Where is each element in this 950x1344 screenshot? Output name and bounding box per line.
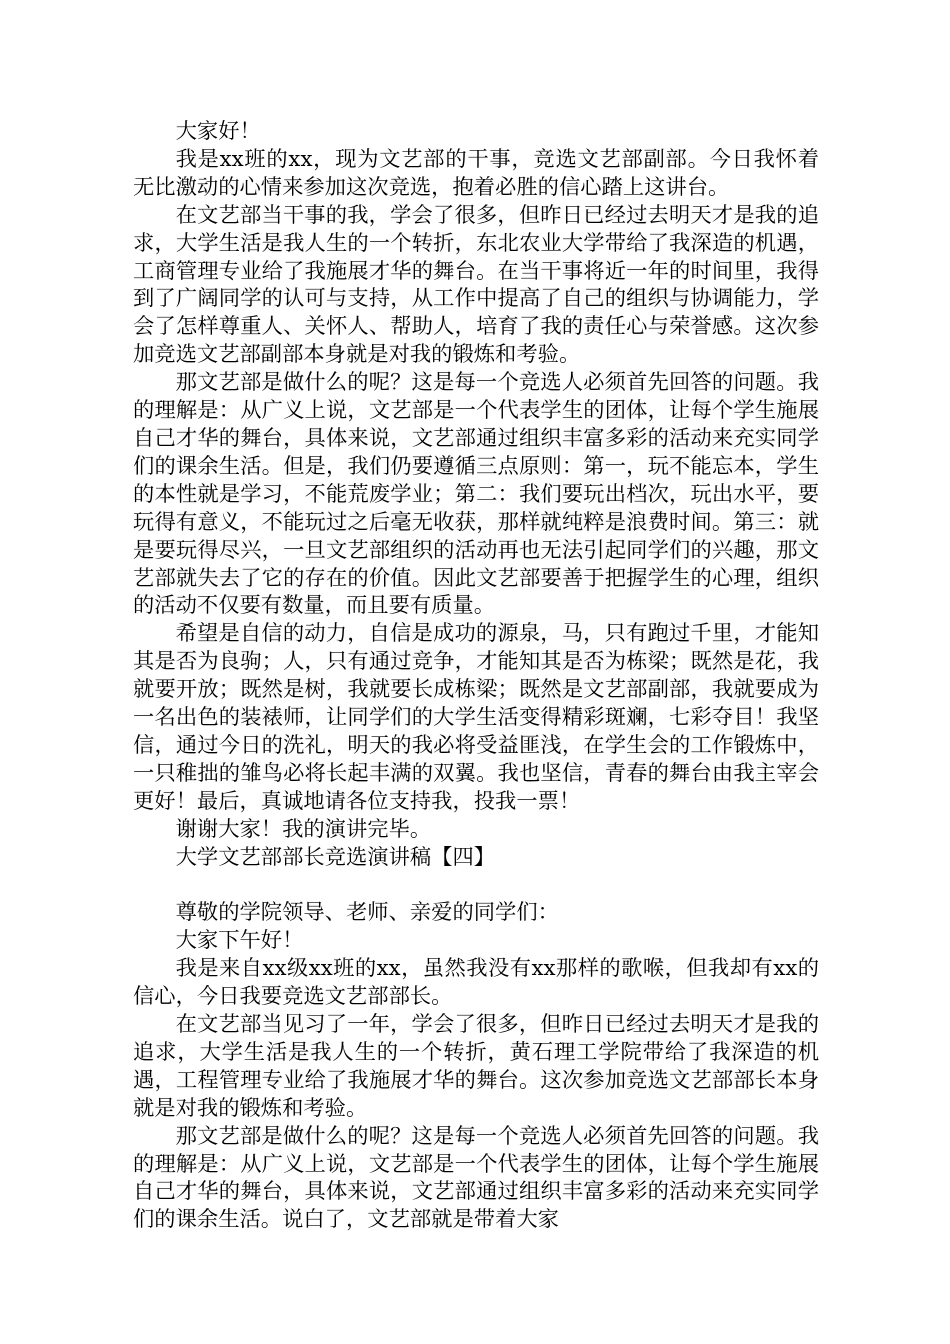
role-paragraph-2: 那文艺部是做什么的呢？这是每一个竞选人必须首先回答的问题。我的理解是：从广义上说，文艺部是一个代表学生的团体，让每个学生施展自己才华的舞台，具体来说，文艺部通过组织丰富多彩的活动来充实同学们的课余生活。说白了，文艺部就是带着大家 xyxy=(133,1123,819,1233)
section-heading: 大学文艺部部长竞选演讲稿【四】 xyxy=(175,844,496,870)
role-paragraph: 那文艺部是做什么的呢？这是每一个竞选人必须首先回答的问题。我的理解是：从广义上说，文艺部是一个代表学生的团体，让每个学生施展自己才华的舞台，具体来说，文艺部通过组织丰富多彩的活动来充实同学们的课余生活。但是，我们仍要遵循三点原则：第一，玩不能忘本，学生的本性就是学习，不能荒废学业；第二：我们要玩出档次，玩出水平，要玩得有意义，不能玩过之后毫无收获，那样就纯粹是浪费时间。第三：就是要玩得尽兴，一旦文艺部组织的活动再也无法引起同学们的兴趣，那文艺部就失去了它的存在的价值。因此文艺部要善于把握学生的心理，组织的活动不仅要有数量，而且要有质量。 xyxy=(133,370,819,619)
closing-paragraph: 谢谢大家！我的演讲完毕。 xyxy=(175,816,432,842)
experience-paragraph: 在文艺部当干事的我，学会了很多，但昨日已经过去明天才是我的追求，大学生活是我人生的一个转折，东北农业大学带给了我深造的机遇，工商管理专业给了我施展才华的舞台。在当干事将近一年的时间里，我得到了广阔同学的认可与支持，从工作中提高了自己的组织与协调能力，学会了怎样尊重人、关怀人、帮助人，培育了我的责任心与荣誉感。这次参加竞选文艺部副部本身就是对我的锻炼和考验。 xyxy=(133,202,819,368)
hope-paragraph: 希望是自信的动力，自信是成功的源泉，马，只有跑过千里，才能知其是否为良驹；人，只有通过竞争，才能知其是否为栋梁；既然是花，我就要开放；既然是树，我就要长成栋梁；既然是文艺部副部，我就要成为一名出色的装裱师，让同学们的大学生活变得精彩斑斓，七彩夺目！我坚信，通过今日的洗礼，明天的我必将受益匪浅，在学生会的工作锻炼中，一只稚拙的雏鸟必将长起丰满的双翼。我也坚信，青春的舞台由我主宰会更好！最后，真诚地请各位支持我，投我一票！ xyxy=(133,621,819,814)
intro-paragraph: 我是xx班的xx，现为文艺部的干事，竞选文艺部副部。今日我怀着无比激动的心情来参加这次竞选，抱着必胜的信心踏上这讲台。 xyxy=(133,146,819,200)
blank-line xyxy=(133,871,819,899)
greeting-paragraph-2: 大家下午好！ xyxy=(175,928,304,954)
experience-paragraph-2: 在文艺部当见习了一年，学会了很多，但昨日已经过去明天才是我的追求，大学生活是我人生的一个转折，黄石理工学院带给了我深造的机遇，工程管理专业给了我施展才华的舞台。这次参加竞选文艺部部长本身就是对我的锻炼和考验。 xyxy=(133,1011,819,1121)
greeting-paragraph: 大家好！ xyxy=(175,119,261,144)
salutation-paragraph: 尊敬的学院领导、老师、亲爱的同学们： xyxy=(175,900,559,926)
intro-paragraph-2: 我是来自xx级xx班的xx，虽然我没有xx那样的歌喉，但我却有xx的信心，今日我要竞选文艺部部长。 xyxy=(133,956,819,1010)
document-body xyxy=(133,118,819,1234)
